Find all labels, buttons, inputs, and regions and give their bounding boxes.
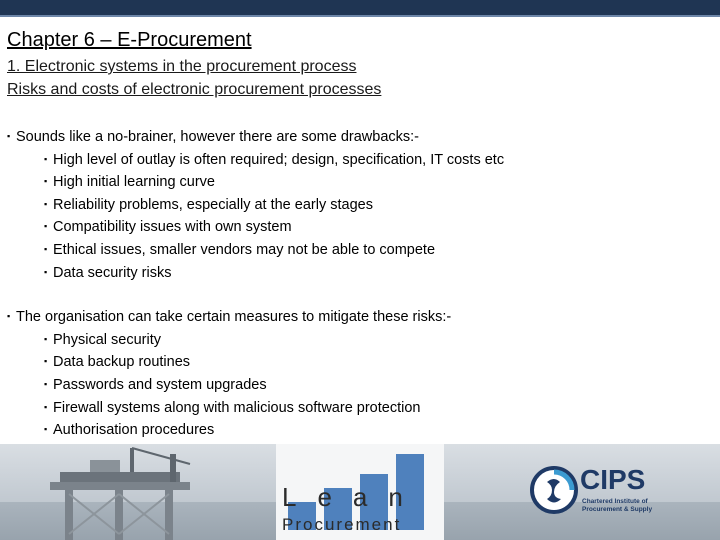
bullet-item: ▪ Data backup routines	[7, 351, 707, 374]
bullet-icon: ▪	[44, 266, 48, 277]
lean-wordmark: Lean	[282, 482, 424, 512]
cips-wordmark: CIPS	[580, 464, 646, 495]
topic-heading: Risks and costs of electronic procurement processes	[7, 81, 382, 98]
bullet-icon: ▪	[7, 311, 11, 322]
bullet-icon: ▪	[44, 176, 48, 187]
bullet-item: ▪ Physical security	[7, 329, 707, 352]
bullet-icon: ▪	[44, 378, 48, 389]
bullet-item: ▪ Passwords and system upgrades	[7, 374, 707, 397]
bullet-intro-drawbacks: ▪ Sounds like a no-brainer, however there are some drawbacks:-	[7, 126, 707, 149]
slide-title: Chapter 6 – E-Procurement	[7, 29, 252, 51]
bullet-icon: ▪	[44, 153, 48, 164]
lean-procurement-logo	[276, 444, 444, 540]
bullet-item: ▪ Authorisation procedures	[7, 419, 707, 442]
bullet-item: ▪ Reliability problems, especially at the early stages	[7, 194, 707, 217]
bullet-item: ▪ Ethical issues, smaller vendors may not be able to compete	[7, 239, 707, 262]
bullet-icon: ▪	[44, 424, 48, 435]
cips-tagline: Chartered Institute of Procurement & Supply	[582, 498, 653, 513]
section-heading: 1. Electronic systems in the procurement process	[7, 58, 357, 75]
bullet-item: ▪ Compatibility issues with own system	[7, 216, 707, 239]
bullet-item: ▪ High initial learning curve	[7, 171, 707, 194]
slide-body	[7, 126, 707, 442]
bullet-icon: ▪	[44, 243, 48, 254]
bullet-icon: ▪	[44, 198, 48, 209]
bullet-icon: ▪	[44, 333, 48, 344]
spacer	[7, 284, 707, 306]
oil-rig-image	[20, 444, 250, 540]
procurement-wordmark: Procurement	[282, 515, 402, 534]
bullet-intro-measures: ▪ The organisation can take certain measures to mitigate these risks:-	[7, 306, 707, 329]
bullet-icon: ▪	[44, 401, 48, 412]
bullet-icon: ▪	[44, 356, 48, 367]
bullet-item: ▪ Data security risks	[7, 262, 707, 285]
cips-emblem-icon	[530, 466, 578, 514]
top-banner-accent	[0, 15, 720, 17]
bullet-icon: ▪	[7, 131, 11, 141]
cips-logo	[530, 462, 670, 524]
top-banner-bar	[0, 0, 720, 16]
bullet-item: ▪ High level of outlay is often required; design, specification, IT costs etc	[7, 149, 707, 172]
bullet-item: ▪ Firewall systems along with malicious software protection	[7, 397, 707, 420]
bullet-icon: ▪	[44, 221, 48, 232]
